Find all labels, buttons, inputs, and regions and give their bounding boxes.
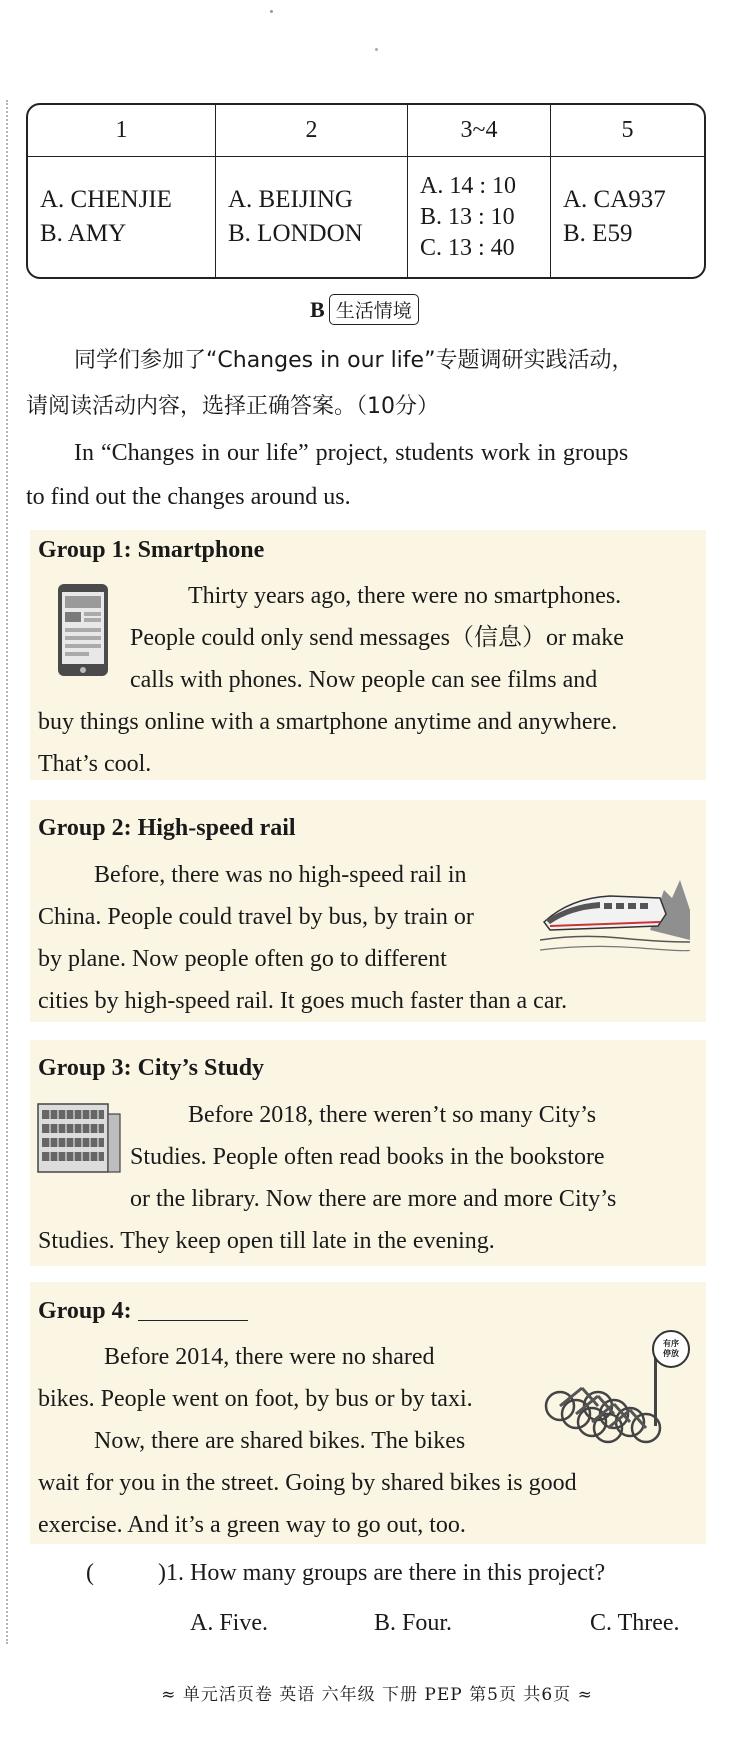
group-1-line-2: People could only send messages（信息）or make [130, 625, 624, 651]
option-time-c: C. 13 : 40 [420, 234, 515, 261]
group-1-line-4: buy things online with a smartphone anytime and anywhere. [38, 709, 618, 735]
instruction-line-1: 同学们参加了“Changes in our life”专题调研实践活动， [74, 348, 634, 373]
answer-paren-close: ) [158, 1560, 166, 1586]
group-2-title: Group 2: High-speed rail [38, 815, 296, 841]
question-1 [86, 1560, 605, 1587]
page-footer: ≈ 单元活页卷 英语 六年级 下册 PEP 第5页 共6页 ≈ [161, 1685, 593, 1705]
group-3-title: Group 3: City’s Study [38, 1055, 265, 1081]
high-speed-train-illustration [540, 870, 690, 964]
group-3-line-1: Before 2018, there weren’t so many City’s [188, 1102, 597, 1128]
group-4-line-4: wait for you in the street. Going by shared bikes is good [38, 1470, 577, 1496]
library-building-illustration [36, 1100, 122, 1174]
section-letter: B [310, 296, 325, 322]
group-1-line-3: calls with phones. Now people can see films and [130, 667, 598, 693]
table-cell-flights [551, 157, 704, 277]
option-amy: B. AMY [40, 220, 127, 247]
table-header-5: 5 [551, 105, 704, 157]
option-time-a: A. 14 : 10 [420, 172, 516, 199]
group-4-title-text: Group 4: [38, 1298, 132, 1324]
intro-line-1: In “Changes in our life” project, students work in groups [74, 440, 629, 466]
group-2-line-4: cities by high-speed rail. It goes much faster than a car. [38, 988, 568, 1014]
table-cell-cities [216, 157, 408, 277]
group-2-line-2: China. People could travel by bus, by train or [38, 904, 474, 930]
option-flight-b: B. E59 [563, 220, 633, 247]
scan-dot [375, 48, 378, 51]
page-margin-line [6, 100, 8, 1644]
option-b[interactable]: B. Four. [374, 1610, 453, 1636]
option-beijing: A. BEIJING [228, 186, 353, 213]
group-4-title-blank[interactable] [138, 1298, 248, 1321]
group-3-line-3: or the library. Now there are more and more City’s [130, 1186, 617, 1212]
option-a[interactable]: A. Five. [190, 1610, 268, 1636]
group-1-line-1: Thirty years ago, there were no smartphones. [188, 583, 622, 609]
table-cell-names [28, 157, 216, 277]
group-1-title: Group 1: Smartphone [38, 537, 265, 563]
option-time-b: B. 13 : 10 [420, 203, 515, 230]
table-cell-times [408, 157, 551, 277]
table-header-3-4: 3~4 [408, 105, 551, 157]
option-flight-a: A. CA937 [563, 186, 666, 213]
group-3-line-2: Studies. People often read books in the bookstore [130, 1144, 605, 1170]
group-4-line-3: Now, there are shared bikes. The bikes [94, 1428, 466, 1454]
section-tag: 生活情境 [329, 294, 419, 325]
scan-dot [270, 10, 273, 13]
group-4-title [38, 1298, 248, 1325]
option-london: B. LONDON [228, 220, 363, 247]
group-3-line-4: Studies. They keep open till late in the evening. [38, 1228, 495, 1254]
group-4-line-2: bikes. People went on foot, by bus or by taxi. [38, 1386, 473, 1412]
option-c[interactable]: C. Three. [590, 1610, 680, 1636]
answer-options-table [26, 103, 706, 279]
group-2-line-1: Before, there was no high-speed rail in [94, 862, 467, 888]
parking-sign-line-2: 停放 [663, 1349, 679, 1358]
intro-line-2: to find out the changes around us. [26, 484, 351, 510]
table-header-2: 2 [216, 105, 408, 157]
instruction-line-2: 请阅读活动内容，选择正确答案。（10分） [26, 394, 439, 419]
section-heading [310, 294, 419, 325]
table-header-1: 1 [28, 105, 216, 157]
group-1-line-5: That’s cool. [38, 751, 152, 777]
group-2-line-3: by plane. Now people often go to different [38, 946, 447, 972]
group-4-line-5: exercise. And it’s a green way to go out, too. [38, 1512, 466, 1538]
group-4-line-1: Before 2014, there were no shared [104, 1344, 435, 1370]
option-chenjie: A. CHENJIE [40, 186, 172, 213]
answer-paren-open: ( [86, 1560, 94, 1586]
parking-sign [652, 1330, 690, 1368]
parking-sign-line-1: 有序 [663, 1339, 679, 1348]
question-1-text: 1. How many groups are there in this project? [166, 1560, 606, 1586]
smartphone-illustration [56, 582, 110, 678]
